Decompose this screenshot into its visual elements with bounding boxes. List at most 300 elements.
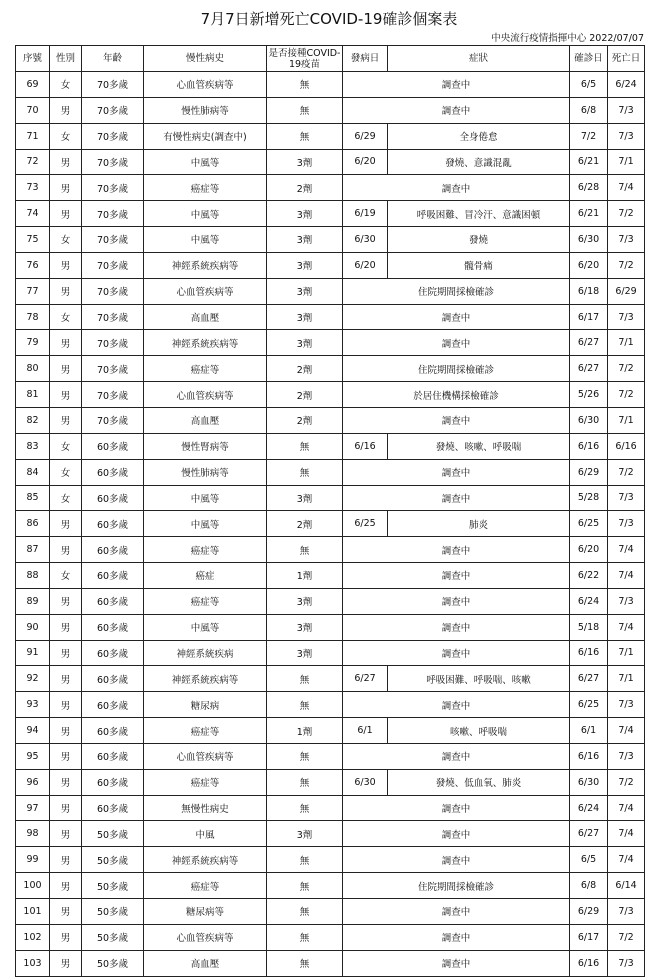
cell-id: 97 [16, 795, 50, 821]
cell-confirmed: 6/16 [570, 950, 608, 976]
cell-history: 慢性腎病等 [144, 433, 267, 459]
cell-death: 7/4 [608, 795, 645, 821]
cell-id: 103 [16, 950, 50, 976]
cell-sex: 男 [50, 899, 82, 925]
cell-vaccine: 無 [267, 692, 343, 718]
cell-death: 7/3 [608, 950, 645, 976]
cell-history: 癌症等 [144, 356, 267, 382]
cell-confirmed: 6/27 [570, 821, 608, 847]
cell-history: 中風 [144, 821, 267, 847]
cell-sex: 男 [50, 769, 82, 795]
cell-vaccine: 無 [267, 847, 343, 873]
cell-onset: 6/20 [343, 252, 388, 278]
cell-age: 60多歲 [82, 433, 144, 459]
cell-death: 7/4 [608, 718, 645, 744]
cell-vaccine: 3劑 [267, 304, 343, 330]
cell-confirmed: 6/17 [570, 924, 608, 950]
cell-id: 93 [16, 692, 50, 718]
cell-onset: 6/16 [343, 433, 388, 459]
cell-onset: 6/29 [343, 123, 388, 149]
cell-sex: 女 [50, 563, 82, 589]
cell-history: 高血壓 [144, 407, 267, 433]
cell-sex: 男 [50, 718, 82, 744]
table-row [16, 743, 645, 769]
cell-sex: 男 [50, 588, 82, 614]
cell-id: 76 [16, 252, 50, 278]
cell-vaccine: 3劑 [267, 821, 343, 847]
cell-confirmed: 6/16 [570, 640, 608, 666]
cell-id: 81 [16, 382, 50, 408]
cell-id: 86 [16, 511, 50, 537]
cell-vaccine: 無 [267, 459, 343, 485]
cell-sex: 女 [50, 123, 82, 149]
cell-age: 60多歲 [82, 769, 144, 795]
cell-age: 50多歲 [82, 873, 144, 899]
cell-confirmed: 6/8 [570, 97, 608, 123]
cell-death: 7/2 [608, 252, 645, 278]
cell-id: 75 [16, 227, 50, 253]
cell-vaccine: 無 [267, 769, 343, 795]
cell-confirmed: 6/20 [570, 252, 608, 278]
cell-age: 70多歲 [82, 97, 144, 123]
cell-vaccine: 2劑 [267, 407, 343, 433]
cell-history: 高血壓 [144, 950, 267, 976]
cell-symptom: 調查中 [343, 924, 570, 950]
cell-death: 7/4 [608, 821, 645, 847]
cell-age: 60多歲 [82, 537, 144, 563]
cell-history: 糖尿病等 [144, 899, 267, 925]
cell-id: 73 [16, 175, 50, 201]
cell-age: 60多歲 [82, 614, 144, 640]
cell-sex: 男 [50, 640, 82, 666]
cell-confirmed: 6/30 [570, 227, 608, 253]
cell-symptom: 調查中 [343, 692, 570, 718]
cell-sex: 男 [50, 407, 82, 433]
cell-sex: 男 [50, 537, 82, 563]
cell-age: 50多歲 [82, 821, 144, 847]
cell-vaccine: 無 [267, 873, 343, 899]
cell-death: 7/3 [608, 485, 645, 511]
cell-id: 85 [16, 485, 50, 511]
cell-vaccine: 3劑 [267, 278, 343, 304]
cell-age: 70多歲 [82, 304, 144, 330]
cell-confirmed: 7/2 [570, 123, 608, 149]
cell-vaccine: 3劑 [267, 640, 343, 666]
cell-death: 7/2 [608, 924, 645, 950]
header-confirmed: 確診日 [570, 46, 608, 72]
cell-id: 69 [16, 72, 50, 98]
cell-death: 7/2 [608, 459, 645, 485]
cell-age: 70多歲 [82, 278, 144, 304]
cell-sex: 男 [50, 821, 82, 847]
cell-id: 95 [16, 743, 50, 769]
cell-symptom: 住院期間採檢確診 [343, 873, 570, 899]
table-row [16, 433, 645, 459]
cell-history: 糖尿病 [144, 692, 267, 718]
cell-confirmed: 6/28 [570, 175, 608, 201]
cell-confirmed: 6/27 [570, 666, 608, 692]
cell-confirmed: 6/30 [570, 407, 608, 433]
cell-vaccine: 3劑 [267, 227, 343, 253]
table-row [16, 692, 645, 718]
table-row [16, 330, 645, 356]
cell-symptom: 全身倦怠 [388, 123, 570, 149]
cell-sex: 女 [50, 304, 82, 330]
cell-id: 77 [16, 278, 50, 304]
cell-vaccine: 無 [267, 924, 343, 950]
cell-id: 82 [16, 407, 50, 433]
cell-symptom: 調查中 [343, 485, 570, 511]
cell-symptom: 調查中 [343, 175, 570, 201]
cell-symptom: 咳嗽、呼吸喘 [388, 718, 570, 744]
cell-symptom: 髖骨痛 [388, 252, 570, 278]
cell-sex: 男 [50, 795, 82, 821]
cell-history: 神經系統疾病等 [144, 330, 267, 356]
cell-death: 7/3 [608, 227, 645, 253]
cell-death: 7/1 [608, 330, 645, 356]
cell-confirmed: 6/29 [570, 459, 608, 485]
cell-sex: 男 [50, 97, 82, 123]
cell-id: 78 [16, 304, 50, 330]
cell-age: 70多歲 [82, 382, 144, 408]
cell-symptom: 調查中 [343, 304, 570, 330]
cell-symptom: 調查中 [343, 640, 570, 666]
cell-confirmed: 5/28 [570, 485, 608, 511]
table-row [16, 356, 645, 382]
cell-age: 70多歲 [82, 407, 144, 433]
cell-death: 6/14 [608, 873, 645, 899]
cell-vaccine: 3劑 [267, 614, 343, 640]
cell-death: 7/3 [608, 97, 645, 123]
cell-onset: 6/25 [343, 511, 388, 537]
document-title: 7月7日新增死亡COVID-19確診個案表 [200, 10, 458, 28]
cell-death: 7/4 [608, 614, 645, 640]
cell-onset: 6/30 [343, 227, 388, 253]
cell-symptom: 發燒、咳嗽、呼吸喘 [388, 433, 570, 459]
cell-vaccine: 無 [267, 950, 343, 976]
header-onset: 發病日 [343, 46, 388, 72]
cell-history: 無慢性病史 [144, 795, 267, 821]
table-body [16, 72, 645, 977]
cell-history: 高血壓 [144, 304, 267, 330]
header-row [16, 46, 645, 72]
cell-history: 神經系統疾病等 [144, 252, 267, 278]
table-row [16, 873, 645, 899]
cell-sex: 男 [50, 950, 82, 976]
table-row [16, 511, 645, 537]
cell-death: 7/2 [608, 356, 645, 382]
cell-symptom: 調查中 [343, 821, 570, 847]
cell-sex: 女 [50, 72, 82, 98]
cell-id: 87 [16, 537, 50, 563]
cell-symptom: 發燒 [388, 227, 570, 253]
cell-confirmed: 6/20 [570, 537, 608, 563]
cell-vaccine: 無 [267, 97, 343, 123]
table-row [16, 382, 645, 408]
table-row [16, 149, 645, 175]
cell-vaccine: 無 [267, 537, 343, 563]
cell-symptom: 調查中 [343, 899, 570, 925]
cell-death: 7/1 [608, 407, 645, 433]
cell-age: 70多歲 [82, 330, 144, 356]
cell-symptom: 住院期間採檢確診 [343, 278, 570, 304]
cell-sex: 男 [50, 201, 82, 227]
cell-history: 癌症等 [144, 718, 267, 744]
cell-onset: 6/30 [343, 769, 388, 795]
cell-history: 中風等 [144, 201, 267, 227]
cell-history: 中風等 [144, 227, 267, 253]
cell-symptom: 調查中 [343, 537, 570, 563]
cell-symptom: 調查中 [343, 97, 570, 123]
cell-confirmed: 6/1 [570, 718, 608, 744]
cell-symptom: 於居住機構採檢確診 [343, 382, 570, 408]
cell-vaccine: 2劑 [267, 511, 343, 537]
cell-vaccine: 1劑 [267, 718, 343, 744]
cell-symptom: 調查中 [343, 588, 570, 614]
cell-confirmed: 6/16 [570, 433, 608, 459]
cell-symptom: 調查中 [343, 72, 570, 98]
cell-vaccine: 無 [267, 795, 343, 821]
cell-confirmed: 6/29 [570, 899, 608, 925]
cell-vaccine: 無 [267, 666, 343, 692]
header-age: 年齡 [82, 46, 144, 72]
cell-history: 心血管疾病等 [144, 278, 267, 304]
cell-age: 50多歲 [82, 847, 144, 873]
cell-sex: 男 [50, 175, 82, 201]
cell-vaccine: 無 [267, 123, 343, 149]
cell-vaccine: 3劑 [267, 330, 343, 356]
cell-id: 101 [16, 899, 50, 925]
cell-symptom: 調查中 [343, 459, 570, 485]
cell-confirmed: 6/5 [570, 847, 608, 873]
cell-age: 60多歲 [82, 511, 144, 537]
cell-id: 90 [16, 614, 50, 640]
cell-id: 94 [16, 718, 50, 744]
cell-onset: 6/27 [343, 666, 388, 692]
cell-death: 7/4 [608, 847, 645, 873]
cell-age: 70多歲 [82, 356, 144, 382]
cell-death: 7/1 [608, 640, 645, 666]
table-row [16, 795, 645, 821]
cell-death: 7/3 [608, 304, 645, 330]
cell-sex: 女 [50, 227, 82, 253]
cell-death: 7/2 [608, 201, 645, 227]
cell-death: 7/3 [608, 588, 645, 614]
cell-death: 6/24 [608, 72, 645, 98]
cell-age: 70多歲 [82, 227, 144, 253]
cell-confirmed: 6/24 [570, 588, 608, 614]
table-row [16, 97, 645, 123]
cell-death: 7/3 [608, 123, 645, 149]
cell-id: 100 [16, 873, 50, 899]
cell-id: 99 [16, 847, 50, 873]
table-row [16, 72, 645, 98]
table-row [16, 227, 645, 253]
table-row [16, 769, 645, 795]
cell-vaccine: 無 [267, 743, 343, 769]
cell-age: 60多歲 [82, 588, 144, 614]
cell-history: 癌症 [144, 563, 267, 589]
cell-symptom: 調查中 [343, 330, 570, 356]
cell-id: 92 [16, 666, 50, 692]
cell-symptom: 調查中 [343, 563, 570, 589]
cell-sex: 男 [50, 356, 82, 382]
cell-vaccine: 2劑 [267, 382, 343, 408]
cell-age: 60多歲 [82, 666, 144, 692]
cell-sex: 男 [50, 743, 82, 769]
table-row [16, 278, 645, 304]
cell-sex: 男 [50, 511, 82, 537]
header-death: 死亡日 [608, 46, 645, 72]
table-row [16, 304, 645, 330]
cell-sex: 男 [50, 847, 82, 873]
cell-history: 心血管疾病等 [144, 382, 267, 408]
cell-age: 70多歲 [82, 201, 144, 227]
cell-confirmed: 6/27 [570, 356, 608, 382]
table-row [16, 252, 645, 278]
cell-id: 91 [16, 640, 50, 666]
cell-death: 7/3 [608, 692, 645, 718]
table-row [16, 950, 645, 976]
cell-confirmed: 5/18 [570, 614, 608, 640]
cell-history: 癌症等 [144, 175, 267, 201]
cell-death: 7/2 [608, 769, 645, 795]
cell-age: 60多歲 [82, 718, 144, 744]
table-row [16, 821, 645, 847]
cell-confirmed: 6/25 [570, 511, 608, 537]
cell-history: 中風等 [144, 149, 267, 175]
header-history: 慢性病史 [144, 46, 267, 72]
cell-history: 神經系統疾病 [144, 640, 267, 666]
cell-sex: 男 [50, 666, 82, 692]
cell-symptom: 發燒、意識混亂 [388, 149, 570, 175]
cell-confirmed: 6/18 [570, 278, 608, 304]
cell-id: 96 [16, 769, 50, 795]
cell-confirmed: 6/21 [570, 201, 608, 227]
table-row [16, 614, 645, 640]
cell-confirmed: 6/27 [570, 330, 608, 356]
table-row [16, 640, 645, 666]
cell-sex: 男 [50, 382, 82, 408]
table-row [16, 123, 645, 149]
cell-id: 84 [16, 459, 50, 485]
cell-death: 7/2 [608, 382, 645, 408]
cell-confirmed: 6/25 [570, 692, 608, 718]
cell-death: 7/4 [608, 537, 645, 563]
cell-symptom: 呼吸困難、呼吸喘、咳嗽 [388, 666, 570, 692]
cell-symptom: 住院期間採檢確診 [343, 356, 570, 382]
cell-history: 慢性肺病等 [144, 459, 267, 485]
cell-id: 98 [16, 821, 50, 847]
table-row [16, 485, 645, 511]
cell-symptom: 調查中 [343, 614, 570, 640]
cell-history: 癌症等 [144, 588, 267, 614]
cell-vaccine: 1劑 [267, 563, 343, 589]
source-and-date: 中央流行疫情指揮中心 2022/07/07 [491, 33, 644, 44]
cell-history: 神經系統疾病等 [144, 666, 267, 692]
cell-age: 60多歲 [82, 743, 144, 769]
cell-death: 7/1 [608, 149, 645, 175]
cell-confirmed: 6/5 [570, 72, 608, 98]
cell-onset: 6/19 [343, 201, 388, 227]
header-vaccine: 是否接種COVID-19疫苗 [268, 47, 341, 70]
cell-death: 7/4 [608, 175, 645, 201]
cell-age: 60多歲 [82, 640, 144, 666]
cell-id: 83 [16, 433, 50, 459]
cell-sex: 男 [50, 692, 82, 718]
cell-symptom: 呼吸困難、冒冷汗、意識困頓 [388, 201, 570, 227]
cell-history: 癌症等 [144, 537, 267, 563]
cell-symptom: 調查中 [343, 743, 570, 769]
cell-vaccine: 無 [267, 899, 343, 925]
cell-confirmed: 6/8 [570, 873, 608, 899]
table-row [16, 588, 645, 614]
cell-symptom: 肺炎 [388, 511, 570, 537]
table-row [16, 537, 645, 563]
cell-sex: 男 [50, 149, 82, 175]
cell-confirmed: 6/21 [570, 149, 608, 175]
cell-onset: 6/20 [343, 149, 388, 175]
cell-age: 60多歲 [82, 795, 144, 821]
cell-age: 60多歲 [82, 459, 144, 485]
table-row [16, 718, 645, 744]
cell-sex: 男 [50, 614, 82, 640]
cell-age: 50多歲 [82, 899, 144, 925]
cell-death: 6/29 [608, 278, 645, 304]
cell-vaccine: 無 [267, 72, 343, 98]
cell-vaccine: 3劑 [267, 149, 343, 175]
cell-history: 慢性肺病等 [144, 97, 267, 123]
cell-symptom: 調查中 [343, 407, 570, 433]
cell-confirmed: 6/16 [570, 743, 608, 769]
cell-death: 7/1 [608, 666, 645, 692]
cell-vaccine: 2劑 [267, 356, 343, 382]
cell-id: 102 [16, 924, 50, 950]
cell-sex: 男 [50, 278, 82, 304]
cell-age: 60多歲 [82, 692, 144, 718]
cell-id: 74 [16, 201, 50, 227]
cell-symptom: 發燒、低血氧、肺炎 [388, 769, 570, 795]
cell-age: 60多歲 [82, 485, 144, 511]
cell-vaccine: 3劑 [267, 201, 343, 227]
cell-vaccine: 2劑 [267, 175, 343, 201]
cell-sex: 男 [50, 873, 82, 899]
cell-sex: 女 [50, 433, 82, 459]
table-row [16, 201, 645, 227]
cell-confirmed: 6/22 [570, 563, 608, 589]
cell-history: 中風等 [144, 485, 267, 511]
cell-onset: 6/1 [343, 718, 388, 744]
cell-confirmed: 6/30 [570, 769, 608, 795]
cell-symptom: 調查中 [343, 795, 570, 821]
cell-sex: 男 [50, 924, 82, 950]
cell-id: 70 [16, 97, 50, 123]
table-row [16, 899, 645, 925]
cell-history: 有慢性病史(調查中) [144, 123, 267, 149]
table-row [16, 459, 645, 485]
cell-id: 80 [16, 356, 50, 382]
cell-death: 6/16 [608, 433, 645, 459]
death-cases-table [15, 45, 645, 977]
cell-age: 70多歲 [82, 123, 144, 149]
cell-vaccine: 3劑 [267, 588, 343, 614]
cell-sex: 女 [50, 485, 82, 511]
cell-id: 79 [16, 330, 50, 356]
cell-id: 88 [16, 563, 50, 589]
cell-vaccine: 3劑 [267, 485, 343, 511]
cell-symptom: 調查中 [343, 847, 570, 873]
cell-age: 70多歲 [82, 175, 144, 201]
